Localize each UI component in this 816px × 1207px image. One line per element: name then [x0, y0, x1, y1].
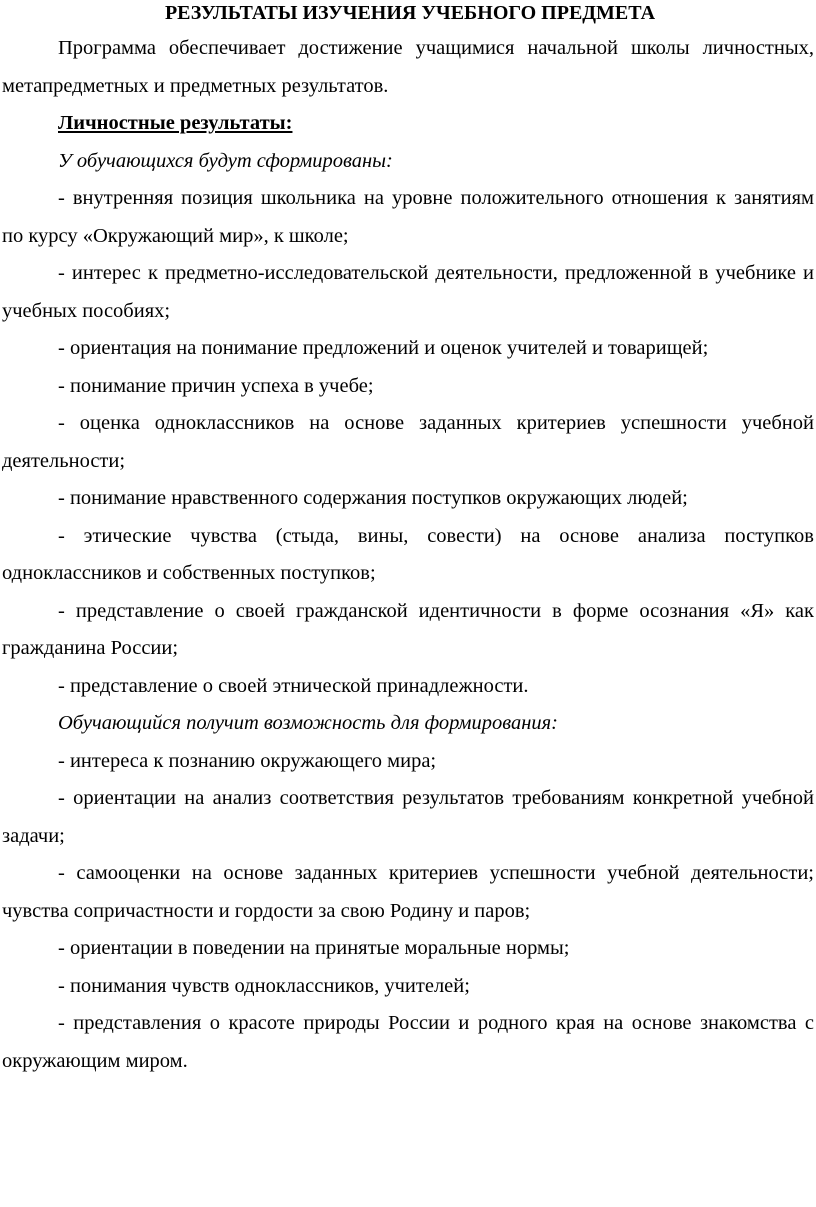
section-heading-paragraph: [2, 105, 814, 143]
formed-intro: У обучающихся будут сформированы:: [58, 149, 393, 172]
opportunity-intro: Обучающийся получит возможность для формирования:: [58, 712, 558, 734]
formed-item: - этические чувства (стыда, вины, совести) на основе анализа поступков одноклассников и собственных поступков;: [2, 524, 814, 584]
opportunity-item: - интереса к познанию окружающего мира;: [58, 749, 437, 772]
formed-item: - понимание причин успеха в учебе;: [58, 374, 374, 397]
document-title: РЕЗУЛЬТАТЫ ИЗУЧЕНИЯ УЧЕБНОГО ПРЕДМЕТА: [164, 2, 656, 24]
formed-item: - понимание нравственного содержания поступков окружающих людей;: [58, 487, 688, 509]
formed-item: - ориентация на понимание предложений и оценок учителей и товарищей;: [58, 337, 709, 359]
section-heading: Личностные результаты:: [58, 112, 293, 134]
opportunity-item: - представления о красоте природы России и родного края на основе знакомства с окружающим миром.: [2, 1012, 814, 1072]
opportunity-item: - понимания чувств одноклассников, учителей;: [58, 974, 470, 997]
formed-item: - интерес к предметно-исследовательской деятельности, предложенной в учебнике и учебных пособиях;: [2, 262, 814, 322]
opportunity-item: - самооценки на основе заданных критериев успешности учебной деятельности; чувства сопричастности и гордости за свою Родину и паров;: [2, 862, 814, 922]
intro-paragraph: Программа обеспечивает достижение учащимися начальной школы личностных, метапредметных и предметных результатов.: [2, 37, 814, 97]
formed-item: - внутренняя позиция школьника на уровне положительного отношения к занятиям по курсу «Окружающий мир», к школе;: [2, 187, 814, 247]
opportunity-item: - ориентации в поведении на принятые моральные нормы;: [58, 937, 570, 959]
formed-item: - представление о своей этнической принадлежности.: [58, 674, 529, 697]
formed-item: - представление о своей гражданской идентичности в форме осознания «Я» как гражданина России;: [2, 599, 814, 659]
formed-item: - оценка одноклассников на основе заданных критериев успешности учебной деятельности;: [2, 412, 814, 472]
opportunity-item: - ориентации на анализ соответствия результатов требованиям конкретной учебной задачи;: [2, 787, 814, 847]
